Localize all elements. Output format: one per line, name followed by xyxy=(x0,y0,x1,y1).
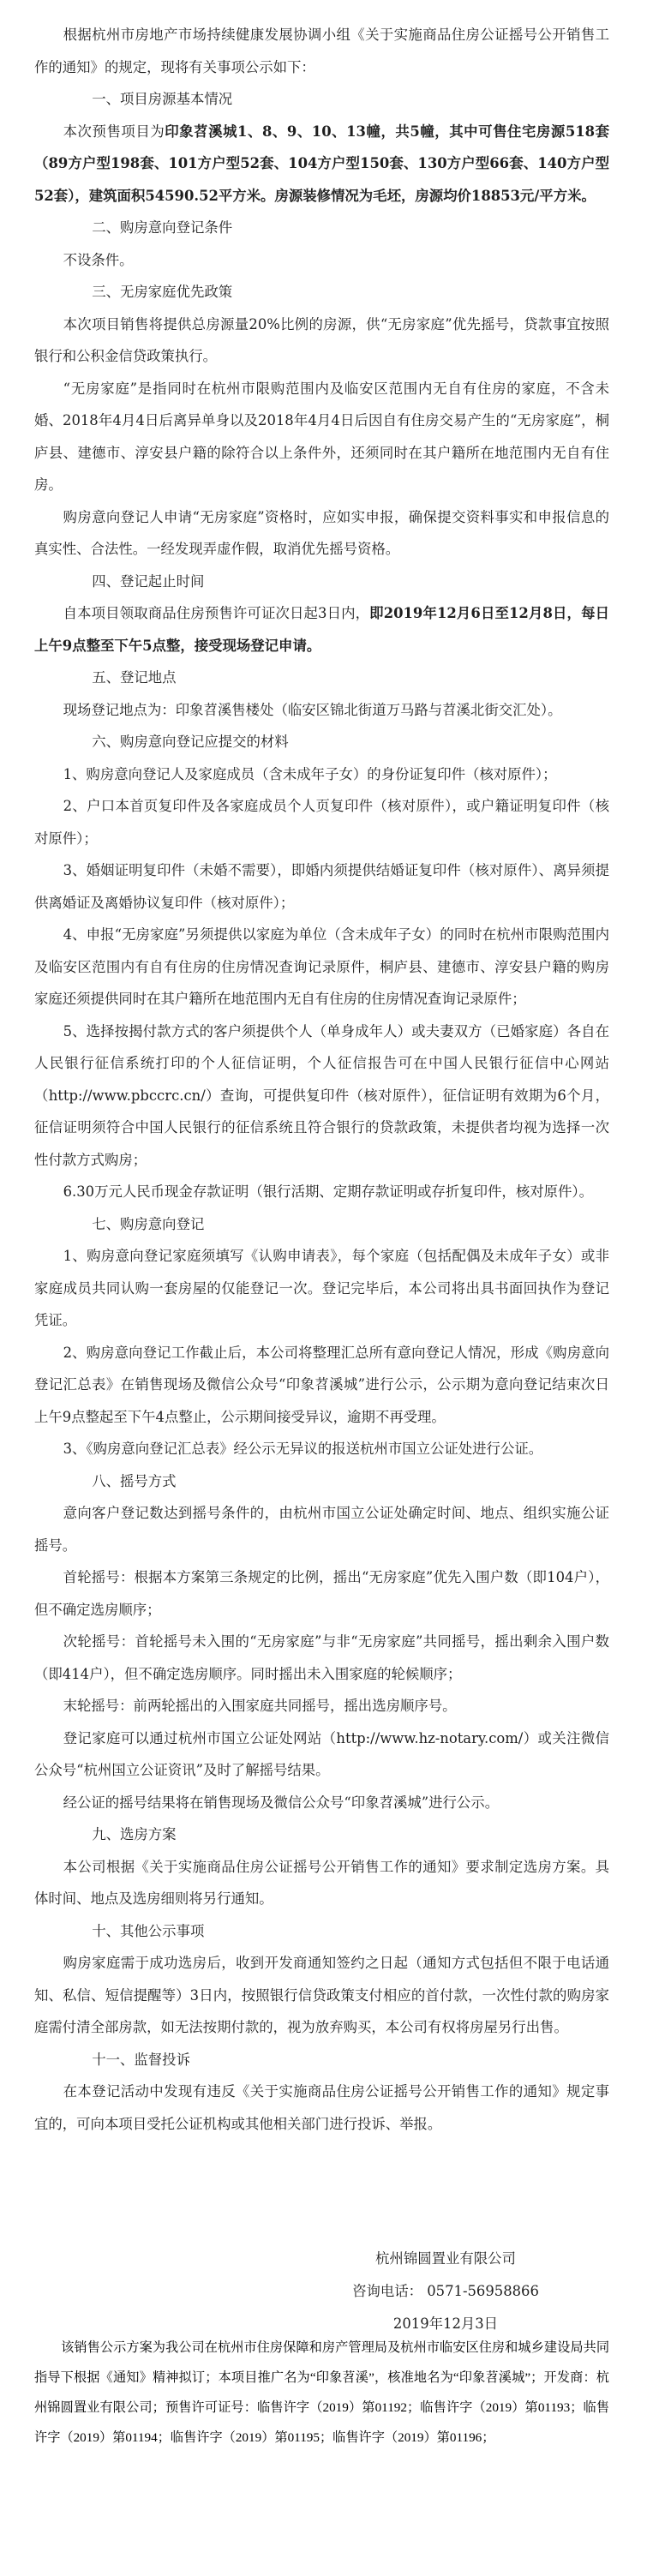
lottery-first-round: 首轮摇号：根据本方案第三条规定的比例，摇出“无房家庭”优先入围户数（即104户），但不确定选房顺序； xyxy=(34,1569,609,1618)
registration-period-bold: 即2019年12月6日至12月8日，每日上午9点整至下午5点整，接受现场登记申请。 xyxy=(34,605,609,654)
lottery-second-round: 次轮摇号：首轮摇号未入围的“无房家庭”与非“无房家庭”共同摇号，摇出剩余入围户数（即414户），但不确定选房顺序。同时摇出未入围家庭的轮候顺序； xyxy=(34,1633,609,1682)
lottery-final-round: 末轮摇号：前两轮摇出的入围家庭共同摇号，摇出选房顺序号。 xyxy=(63,1698,457,1714)
material-item-5 xyxy=(34,1015,609,1177)
section-4-heading: 四、登记起止时间 xyxy=(92,572,205,590)
pbccrc-link[interactable]: http://www.pbccrc.cn/ xyxy=(48,1087,206,1104)
material-item-1: 1、购房意向登记人及家庭成员（含未成年子女）的身份证复印件（核对原件）； xyxy=(63,765,557,782)
lottery-publicity: 经公证的摇号结果将在销售现场及微信公众号“印象苕溪城”进行公示。 xyxy=(63,1794,500,1811)
section-10-heading: 十、其他公示事项 xyxy=(92,1922,205,1939)
section-3-paragraph-3: 购房意向登记人申请“无房家庭”资格时，应如实申报，确保提交资料事实和申报信息的真实性、合法性。一经发现弄虚作假，取消优先摇号资格。 xyxy=(34,508,609,557)
footer-note: 该销售公示方案为我公司在杭州市住房保障和房产管理局及杭州市临安区住房和城乡建设局共同指导下根据《通知》精神拟订；本项目推广名为“印象苕溪”，核准地名为“印象苕溪城”；开发商：杭州锦圆置业有限公司；预售许可证号：临售许字（2019）第01192；临售许字（2019）第01193；临售许字（2019）第01194；临售许字（2019）第01195；临售许字（2019）第01196； xyxy=(34,2340,609,2445)
publish-date: 2019年12月3日 xyxy=(392,2315,499,2332)
section-3-paragraph-1: 本次项目销售将提供总房源量20%比例的房源，供“无房家庭”优先摇号，贷款事宜按照银行和公积金信贷政策执行。 xyxy=(34,315,609,364)
material-item-4: 4、申报“无房家庭”另须提供以家庭为单位（含未成年子女）的同时在杭州市限购范围内及临安区范围内有自有住房的住房情况查询记录原件，桐庐县、建德市、淳安县户籍的购房家庭还须提供同时在其户籍所在地范围内无自有住房的住房情况查询记录原件； xyxy=(34,926,609,1007)
lottery-paragraph-1: 意向客户登记数达到摇号条件的，由杭州市国立公证处确定时间、地点、组织实施公证摇号。 xyxy=(34,1505,609,1554)
registration-item-2: 2、购房意向登记工作截止后，本公司将整理汇总所有意向登记人情况，形成《购房意向登记汇总表》在销售现场及微信公众号“印象苕溪城”进行公示，公示期为意向登记结束次日上午9点整起至下午4点整止，公示期间接受异议，逾期不再受理。 xyxy=(34,1344,609,1425)
registration-item-1: 1、购房意向登记家庭须填写《认购申请表》，每个家庭（包括配偶及未成年子女）或非家庭成员共同认购一套房屋的仅能登记一次。登记完毕后，本公司将出具书面回执作为登记凭证。 xyxy=(34,1248,609,1328)
section-8-heading: 八、摇号方式 xyxy=(92,1472,177,1489)
project-summary-bold: 印象苕溪城1、8、9、10、13幢，共5幢，其中可售住宅房源518套（89方户型198套、101方户型52套、104方户型150套、130方户型66套、140方户型52套），建筑面积54590.52平方米。房源装修情况为毛坯，房源均价18853元/平方米。 xyxy=(34,123,610,204)
lottery-result-end: ）或关注微信公众号“杭州国立公证资讯”及时了解摇号结果。 xyxy=(34,1729,610,1778)
hz-notary-link[interactable]: http://www.hz-notary.com/ xyxy=(336,1729,524,1746)
section-11-paragraph: 在本登记活动中发现有违反《关于实施商品住房公证摇号公开销售工作的通知》规定事宜的，可向本项目受托公证机构或其他相关部门进行投诉、举报。 xyxy=(34,2083,609,2132)
section-1-heading: 一、项目房源基本情况 xyxy=(92,91,233,107)
section-1-paragraph xyxy=(34,116,609,213)
contact-phone: 咨询电话： 0571-56958866 xyxy=(352,2283,539,2299)
material-item-5-text: 5、选择按揭付款方式的客户须提供个人（单身成年人）或夫妻双方（已婚家庭）各自在人民银行征信系统打印的个人征信证明，个人征信报告可在中国人民银行征信中心网站（ xyxy=(34,1022,609,1104)
section-2-heading: 二、购房意向登记条件 xyxy=(92,219,233,236)
lottery-result-notice xyxy=(34,1722,609,1787)
section-3-heading: 三、无房家庭优先政策 xyxy=(92,284,233,300)
material-item-2: 2、户口本首页复印件及各家庭成员个人页复印件（核对原件），或户籍证明复印件（核对原件）； xyxy=(34,798,609,847)
section-3-paragraph-2: “无房家庭”是指同时在杭州市限购范围内及临安区范围内无自有住房的家庭，不含未婚、2018年4月4日后离异单身以及2018年4月4日后因自有住房交易产生的“无房家庭”，桐庐县、建德市、淳安县户籍的除符合以上条件外，还须同时在其户籍所在地范围内无自有住房。 xyxy=(34,380,609,493)
section-4-paragraph xyxy=(34,597,609,662)
section-11-heading: 十一、监督投诉 xyxy=(92,2051,190,2068)
spacer xyxy=(34,2140,609,2243)
section-9-paragraph: 本公司根据《关于实施商品住房公证摇号公开销售工作的通知》要求制定选房方案。具体时间、地点及选房细则将另行通知。 xyxy=(34,1858,609,1907)
section-5-heading: 五、登记地点 xyxy=(92,669,177,686)
material-item-6: 6.30万元人民币现金存款证明（银行活期、定期存款证明或存折复印件，核对原件）。 xyxy=(63,1183,593,1200)
material-item-5-text-end: ）查询，可提供复印件（核对原件），征信证明有效期为6个月，征信证明须符合中国人民银行的征信系统且符合银行的贷款政策，未提供者均视为选择一次性付款方式购房； xyxy=(34,1087,610,1168)
registration-period-lead: 自本项目领取商品住房预售许可证次日起3日内， xyxy=(63,605,370,621)
section-1-lead: 本次预售项目为 xyxy=(63,123,165,140)
section-9-heading: 九、选房方案 xyxy=(92,1826,177,1842)
section-7-heading: 七、购房意向登记 xyxy=(92,1215,205,1232)
company-name: 杭州锦圆置业有限公司 xyxy=(375,2250,516,2267)
registration-item-3: 3、《购房意向登记汇总表》经公示无异议的报送杭州市国立公证处进行公证。 xyxy=(63,1441,543,1457)
lottery-result-lead: 登记家庭可以通过杭州市国立公证处网站（ xyxy=(63,1729,337,1746)
section-2-paragraph: 不设条件。 xyxy=(63,251,134,268)
section-6-heading: 六、购房意向登记应提交的材料 xyxy=(92,734,289,750)
section-10-paragraph: 购房家庭需于成功选房后，收到开发商通知签约之日起（通知方式包括但不限于电话通知、私信、短信提醒等）3日内，按照银行信贷政策支付相应的首付款，一次性付款的购房家庭需付清全部房款，如无法按期付款的，视为放弃购买，本公司有权将房屋另行出售。 xyxy=(34,1955,609,2035)
section-5-paragraph: 现场登记地点为：印象苕溪售楼处（临安区锦北街道万马路与苕溪北街交汇处）。 xyxy=(63,701,562,718)
material-item-3: 3、婚姻证明复印件（未婚不需要），即婚内须提供结婚证复印件（核对原件）、离异须提供离婚证及离婚协议复印件（核对原件）； xyxy=(34,862,609,911)
intro-paragraph: 根据杭州市房地产市场持续健康发展协调小组《关于实施商品住房公证摇号公开销售工作的通知》的规定，现将有关事项公示如下： xyxy=(34,27,609,75)
